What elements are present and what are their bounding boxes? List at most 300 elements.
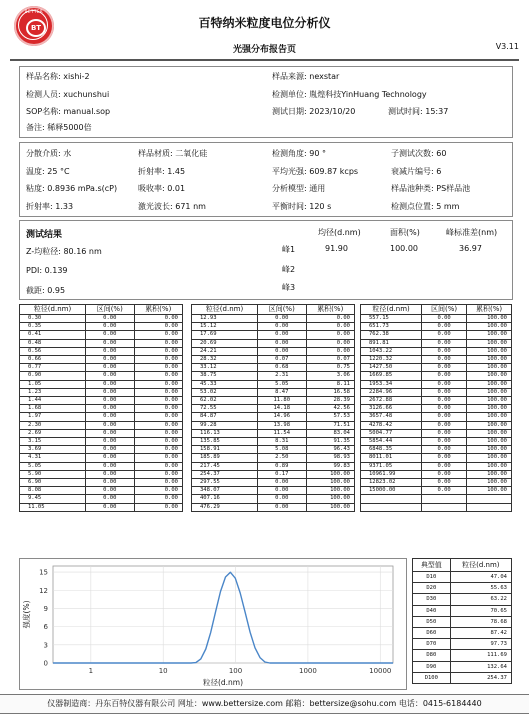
table-row [192, 372, 355, 380]
table-row [20, 421, 183, 429]
header-divider [10, 59, 519, 61]
param-angle: 检测角度: 90 ° [272, 149, 326, 158]
table-cell: 91.35 [306, 438, 355, 446]
table-cell: 6848.35 [361, 446, 422, 454]
table-cell: 0.00 [134, 380, 183, 388]
sop-name: SOP名称: manual.sop [26, 107, 111, 116]
table-cell: 0.00 [306, 339, 355, 347]
table-cell: 557.15 [361, 315, 422, 323]
typical-cell: 111.69 [450, 650, 511, 661]
peak1-label: 峰1 [282, 245, 296, 254]
table-row [20, 438, 183, 446]
table-cell: 16.58 [306, 388, 355, 396]
sample-source: 样品来源: nexstar [272, 72, 340, 81]
table-row [20, 487, 183, 495]
table-cell: 0.00 [134, 479, 183, 487]
typical-cell: D10 [413, 572, 451, 583]
table-row [20, 503, 183, 511]
table-row [361, 388, 512, 396]
table-row [20, 405, 183, 413]
table-cell: 11.80 [258, 397, 306, 405]
table-row [192, 364, 355, 372]
size-table-2 [191, 304, 355, 512]
table-cell: 0.00 [422, 405, 467, 413]
typical-cell: D50 [413, 616, 451, 627]
table-header-row [20, 305, 183, 315]
table-cell: 1.44 [20, 397, 86, 405]
table-cell: 0.68 [258, 364, 306, 372]
param-temperature: 温度: 25 °C [26, 167, 70, 176]
table-cell: 5854.44 [361, 438, 422, 446]
table-cell: 24.21 [192, 347, 258, 355]
param-medium: 分散介质: 水 [26, 149, 72, 158]
table-cell [361, 495, 422, 503]
table-header-cell: 区间(%) [422, 305, 467, 315]
table-cell: 0.00 [86, 331, 134, 339]
table-row [361, 438, 512, 446]
typical-cell: 97.73 [450, 639, 511, 650]
table-cell: 84.87 [192, 413, 258, 421]
table-row [361, 364, 512, 372]
table-cell: 0.00 [422, 470, 467, 478]
table-row [192, 438, 355, 446]
table-cell: 0.00 [86, 388, 134, 396]
typical-cell: D40 [413, 605, 451, 616]
table-cell: 0.00 [306, 331, 355, 339]
table-cell: 38.75 [192, 372, 258, 380]
table-cell: 28.32 [192, 356, 258, 364]
typical-header-cell: 典型值 [413, 559, 451, 572]
table-cell: 0.00 [86, 479, 134, 487]
table-cell: 0.00 [86, 429, 134, 437]
table-cell: 297.55 [192, 479, 258, 487]
table-cell: 0.00 [258, 495, 306, 503]
table-cell: 45.33 [192, 380, 258, 388]
test-time: 测试时间: 15:37 [388, 107, 449, 116]
table-row [192, 347, 355, 355]
table-row [192, 315, 355, 323]
table-cell: 0.00 [258, 487, 306, 495]
table-cell: 0.00 [86, 339, 134, 347]
table-row [20, 380, 183, 388]
table-cell: 0.00 [86, 323, 134, 331]
table-row [20, 356, 183, 364]
table-row [361, 503, 512, 511]
intensity-distribution-chart [19, 558, 405, 688]
table-cell: 12.93 [192, 315, 258, 323]
table-row [20, 462, 183, 470]
table-cell: 33.12 [192, 364, 258, 372]
table-cell: 0.56 [20, 347, 86, 355]
table-header-cell: 粒径(d.nm) [20, 305, 86, 315]
table-cell: 1.05 [20, 380, 86, 388]
footer-contact: 仪器制造商：丹东百特仪器有限公司 网址：www.bettersize.com 邮箱：bettersize@sohu.com 电话：0415-6184440 [0, 694, 529, 714]
table-row [361, 323, 512, 331]
table-cell: 99.28 [192, 421, 258, 429]
table-cell: 0.00 [86, 421, 134, 429]
table-cell: 0.00 [134, 503, 183, 511]
table-cell: 0.00 [422, 380, 467, 388]
typical-cell: 63.22 [450, 594, 511, 605]
table-cell: 96.43 [306, 446, 355, 454]
z-average: Z-均粒径: 80.16 nm [26, 247, 102, 256]
table-cell: 0.00 [258, 315, 306, 323]
table-cell: 2.30 [20, 421, 86, 429]
peak1-area: 100.00 [390, 244, 418, 253]
table-cell: 100.00 [467, 462, 512, 470]
table-cell: 100.00 [467, 380, 512, 388]
table-cell: 4.31 [20, 454, 86, 462]
table-cell: 0.00 [134, 487, 183, 495]
table-cell: 1220.32 [361, 356, 422, 364]
table-cell: 0.00 [422, 454, 467, 462]
param-medium-ri: 折射率: 1.33 [26, 202, 74, 211]
table-header-cell: 区间(%) [258, 305, 306, 315]
typical-cell: D70 [413, 639, 451, 650]
report-subtitle: 光强分布报告页 [232, 45, 296, 55]
sample-info-box [19, 66, 513, 138]
typical-row [413, 594, 512, 605]
table-cell: 0.00 [134, 372, 183, 380]
table-row [20, 454, 183, 462]
table-row [361, 413, 512, 421]
param-refractive-index: 折射率: 1.45 [138, 167, 186, 176]
table-cell: 0.00 [258, 479, 306, 487]
table-cell: 0.00 [422, 364, 467, 372]
table-cell: 0.00 [86, 438, 134, 446]
table-cell: 0.17 [258, 470, 306, 478]
table-cell: 0.00 [422, 421, 467, 429]
table-cell [467, 495, 512, 503]
peak3-label: 峰3 [282, 283, 296, 292]
table-cell: 0.00 [86, 487, 134, 495]
table-cell: 8.08 [20, 487, 86, 495]
table-cell: 4278.42 [361, 421, 422, 429]
test-date: 测试日期: 2023/10/20 [272, 107, 356, 116]
intercept: 截距: 0.95 [26, 286, 66, 295]
table-cell: 0.00 [86, 462, 134, 470]
table-cell: 0.00 [134, 470, 183, 478]
table-cell: 100.00 [306, 479, 355, 487]
table-row [192, 356, 355, 364]
table-cell: 0.00 [134, 339, 183, 347]
table-row [192, 323, 355, 331]
table-row [192, 503, 355, 511]
typical-cell: D30 [413, 594, 451, 605]
table-cell: 0.00 [422, 479, 467, 487]
table-row [361, 454, 512, 462]
size-table-1 [19, 304, 183, 512]
table-cell: 5004.77 [361, 429, 422, 437]
table-cell: 3.69 [20, 446, 86, 454]
table-cell: 0.00 [258, 339, 306, 347]
param-laser: 激光波长: 671 nm [138, 202, 206, 211]
table-row [192, 462, 355, 470]
table-row [361, 347, 512, 355]
table-row [361, 331, 512, 339]
table-cell: 0.00 [422, 429, 467, 437]
typical-cell: 254.37 [450, 672, 511, 683]
table-row [361, 315, 512, 323]
param-equilibration: 平衡时间: 120 s [272, 202, 332, 211]
typical-cell: D20 [413, 583, 451, 594]
table-cell: 158.91 [192, 446, 258, 454]
table-row [192, 479, 355, 487]
table-cell: 20.69 [192, 339, 258, 347]
typical-header-cell: 粒径(d.nm) [450, 559, 511, 572]
table-row [20, 446, 183, 454]
table-cell: 0.00 [258, 331, 306, 339]
table-cell: 0.77 [20, 364, 86, 372]
peak-col-area: 面积(%) [390, 228, 420, 237]
y-tick-label: 12 [39, 586, 48, 595]
typical-values-table [412, 558, 512, 684]
table-cell: 0.00 [134, 421, 183, 429]
table-header-cell: 粒径(d.nm) [361, 305, 422, 315]
table-cell: 0.00 [134, 405, 183, 413]
table-cell: 10961.99 [361, 470, 422, 478]
table-row [192, 487, 355, 495]
table-cell: 3657.48 [361, 413, 422, 421]
param-attenuator: 衰减片编号: 6 [391, 167, 442, 176]
table-cell: 100.00 [467, 454, 512, 462]
table-row [20, 397, 183, 405]
table-cell: 17.69 [192, 331, 258, 339]
table-cell: 0.00 [134, 397, 183, 405]
table-cell: 5.90 [20, 470, 86, 478]
table-row [20, 413, 183, 421]
plot-area [53, 566, 393, 663]
table-cell: 0.00 [422, 388, 467, 396]
table-cell: 53.02 [192, 388, 258, 396]
table-cell: 83.04 [306, 429, 355, 437]
table-row [20, 372, 183, 380]
table-cell: 0.48 [20, 339, 86, 347]
table-cell: 254.37 [192, 470, 258, 478]
table-cell: 100.00 [306, 470, 355, 478]
x-tick-label: 1000 [298, 667, 317, 675]
table-cell: 100.00 [467, 405, 512, 413]
table-cell: 14.18 [258, 405, 306, 413]
table-row [361, 470, 512, 478]
table-cell: 100.00 [467, 397, 512, 405]
table-cell: 0.90 [20, 372, 86, 380]
peak2-label: 峰2 [282, 265, 296, 274]
table-cell: 0.00 [306, 315, 355, 323]
sample-name: 样品名称: xishi-2 [26, 72, 90, 81]
table-cell: 100.00 [467, 413, 512, 421]
table-header-row [361, 305, 512, 315]
table-cell: 0.07 [258, 356, 306, 364]
table-cell: 5.05 [20, 462, 86, 470]
table-cell: 0.00 [422, 339, 467, 347]
remark: 备注: 稀释5000倍 [26, 123, 92, 132]
table-row [361, 487, 512, 495]
param-absorption: 吸收率: 0.01 [138, 184, 186, 193]
table-cell: 6.90 [20, 479, 86, 487]
table-row [361, 380, 512, 388]
typical-header-row [413, 559, 512, 572]
table-cell: 2.69 [20, 429, 86, 437]
table-cell: 0.00 [86, 503, 134, 511]
typical-cell: D100 [413, 672, 451, 683]
table-cell: 100.00 [467, 446, 512, 454]
table-cell: 0.00 [422, 372, 467, 380]
table-row [192, 495, 355, 503]
table-cell: 0.00 [134, 454, 183, 462]
table-cell: 3.15 [20, 438, 86, 446]
table-cell: 71.51 [306, 421, 355, 429]
table-cell: 0.00 [422, 397, 467, 405]
table-cell: 0.00 [86, 372, 134, 380]
table-cell [361, 503, 422, 511]
table-cell: 0.00 [422, 356, 467, 364]
table-cell: 9.45 [20, 495, 86, 503]
table-row [192, 429, 355, 437]
table-cell: 762.38 [361, 331, 422, 339]
typical-cell: 55.63 [450, 583, 511, 594]
pdi: PDI: 0.139 [26, 266, 68, 275]
table-row [361, 462, 512, 470]
table-cell: 0.00 [86, 380, 134, 388]
y-tick-label: 9 [43, 604, 48, 613]
typical-cell: 47.04 [450, 572, 511, 583]
table-cell: 0.89 [258, 462, 306, 470]
table-row [20, 339, 183, 347]
table-cell: 0.00 [134, 446, 183, 454]
table-row [361, 479, 512, 487]
table-cell: 0.35 [20, 323, 86, 331]
table-cell: 1427.50 [361, 364, 422, 372]
table-cell: 14.96 [258, 413, 306, 421]
table-row [192, 454, 355, 462]
table-cell: 0.00 [134, 388, 183, 396]
table-cell: 100.00 [467, 429, 512, 437]
table-cell: 348.07 [192, 487, 258, 495]
table-header-cell: 累积(%) [134, 305, 183, 315]
table-header-cell: 区间(%) [86, 305, 134, 315]
param-model: 分析模型: 通用 [272, 184, 326, 193]
typical-row [413, 583, 512, 594]
table-cell: 1953.34 [361, 380, 422, 388]
param-subtests: 子测试次数: 60 [391, 149, 447, 158]
table-cell: 0.00 [422, 331, 467, 339]
table-cell: 100.00 [467, 356, 512, 364]
table-cell: 2.50 [258, 454, 306, 462]
table-cell: 185.89 [192, 454, 258, 462]
results-box [19, 220, 513, 300]
table-cell: 0.00 [134, 347, 183, 355]
test-unit: 检测单位: 胤煌科技YinHuang Technology [272, 90, 427, 99]
table-cell: 0.00 [134, 364, 183, 372]
table-cell: 476.29 [192, 503, 258, 511]
table-cell: 9371.05 [361, 462, 422, 470]
table-cell: 0.00 [306, 347, 355, 355]
table-row [361, 429, 512, 437]
table-cell: 8011.01 [361, 454, 422, 462]
table-row [192, 421, 355, 429]
table-cell: 0.00 [134, 438, 183, 446]
table-cell: 0.00 [86, 347, 134, 355]
table-row [20, 331, 183, 339]
table-row [20, 364, 183, 372]
table-cell: 11.54 [258, 429, 306, 437]
typical-cell: 70.65 [450, 605, 511, 616]
table-cell: 100.00 [467, 487, 512, 495]
table-cell: 42.56 [306, 405, 355, 413]
table-cell: 0.00 [86, 495, 134, 503]
table-cell: 11.05 [20, 503, 86, 511]
table-cell: 100.00 [467, 331, 512, 339]
table-row [192, 331, 355, 339]
param-material: 样品材质: 二氧化硅 [138, 149, 208, 158]
table-cell: 0.07 [306, 356, 355, 364]
table-row [192, 405, 355, 413]
table-header-cell: 累积(%) [467, 305, 512, 315]
table-cell: 0.00 [422, 487, 467, 495]
report-title: 百特纳米粒度电位分析仪 [198, 16, 331, 30]
table-cell: 2672.88 [361, 397, 422, 405]
table-cell: 99.83 [306, 462, 355, 470]
table-header-row [192, 305, 355, 315]
table-cell: 62.02 [192, 397, 258, 405]
table-cell: 100.00 [467, 323, 512, 331]
table-cell: 1.68 [20, 405, 86, 413]
table-cell: 0.00 [306, 323, 355, 331]
table-cell: 100.00 [306, 487, 355, 495]
param-position: 检测点位置: 5 mm [391, 202, 460, 211]
table-cell: 100.00 [306, 495, 355, 503]
table-cell: 100.00 [467, 388, 512, 396]
peak-col-std: 峰标准差(nm) [446, 228, 498, 237]
table-cell: 217.45 [192, 462, 258, 470]
table-cell: 2.31 [258, 372, 306, 380]
table-cell: 0.00 [422, 347, 467, 355]
table-cell: 0.30 [20, 315, 86, 323]
table-cell: 8.11 [306, 380, 355, 388]
table-row [20, 429, 183, 437]
table-row [20, 479, 183, 487]
table-cell: 2284.96 [361, 388, 422, 396]
table-cell: 0.00 [86, 356, 134, 364]
table-cell: 15000.00 [361, 487, 422, 495]
table-cell: 0.66 [20, 356, 86, 364]
typical-row [413, 650, 512, 661]
table-row [361, 397, 512, 405]
table-cell: 0.00 [86, 364, 134, 372]
typical-row [413, 605, 512, 616]
table-cell: 0.00 [258, 503, 306, 511]
x-tick-label: 1 [88, 667, 94, 675]
table-cell: 100.00 [467, 364, 512, 372]
param-light-intensity: 平均光强: 609.87 kcps [272, 167, 359, 176]
x-tick-label: 100 [228, 667, 243, 675]
table-cell: 100.00 [467, 315, 512, 323]
table-row [192, 446, 355, 454]
table-cell: 651.73 [361, 323, 422, 331]
table-row [361, 421, 512, 429]
table-cell: 57.53 [306, 413, 355, 421]
table-cell: 72.55 [192, 405, 258, 413]
typical-cell: 132.64 [450, 661, 511, 672]
typical-cell: D90 [413, 661, 451, 672]
table-cell: 98.93 [306, 454, 355, 462]
table-cell: 135.85 [192, 438, 258, 446]
y-tick-label: 3 [43, 641, 48, 650]
peak1-std: 36.97 [459, 244, 482, 253]
table-cell: 0.41 [20, 331, 86, 339]
table-cell: 5.05 [258, 380, 306, 388]
